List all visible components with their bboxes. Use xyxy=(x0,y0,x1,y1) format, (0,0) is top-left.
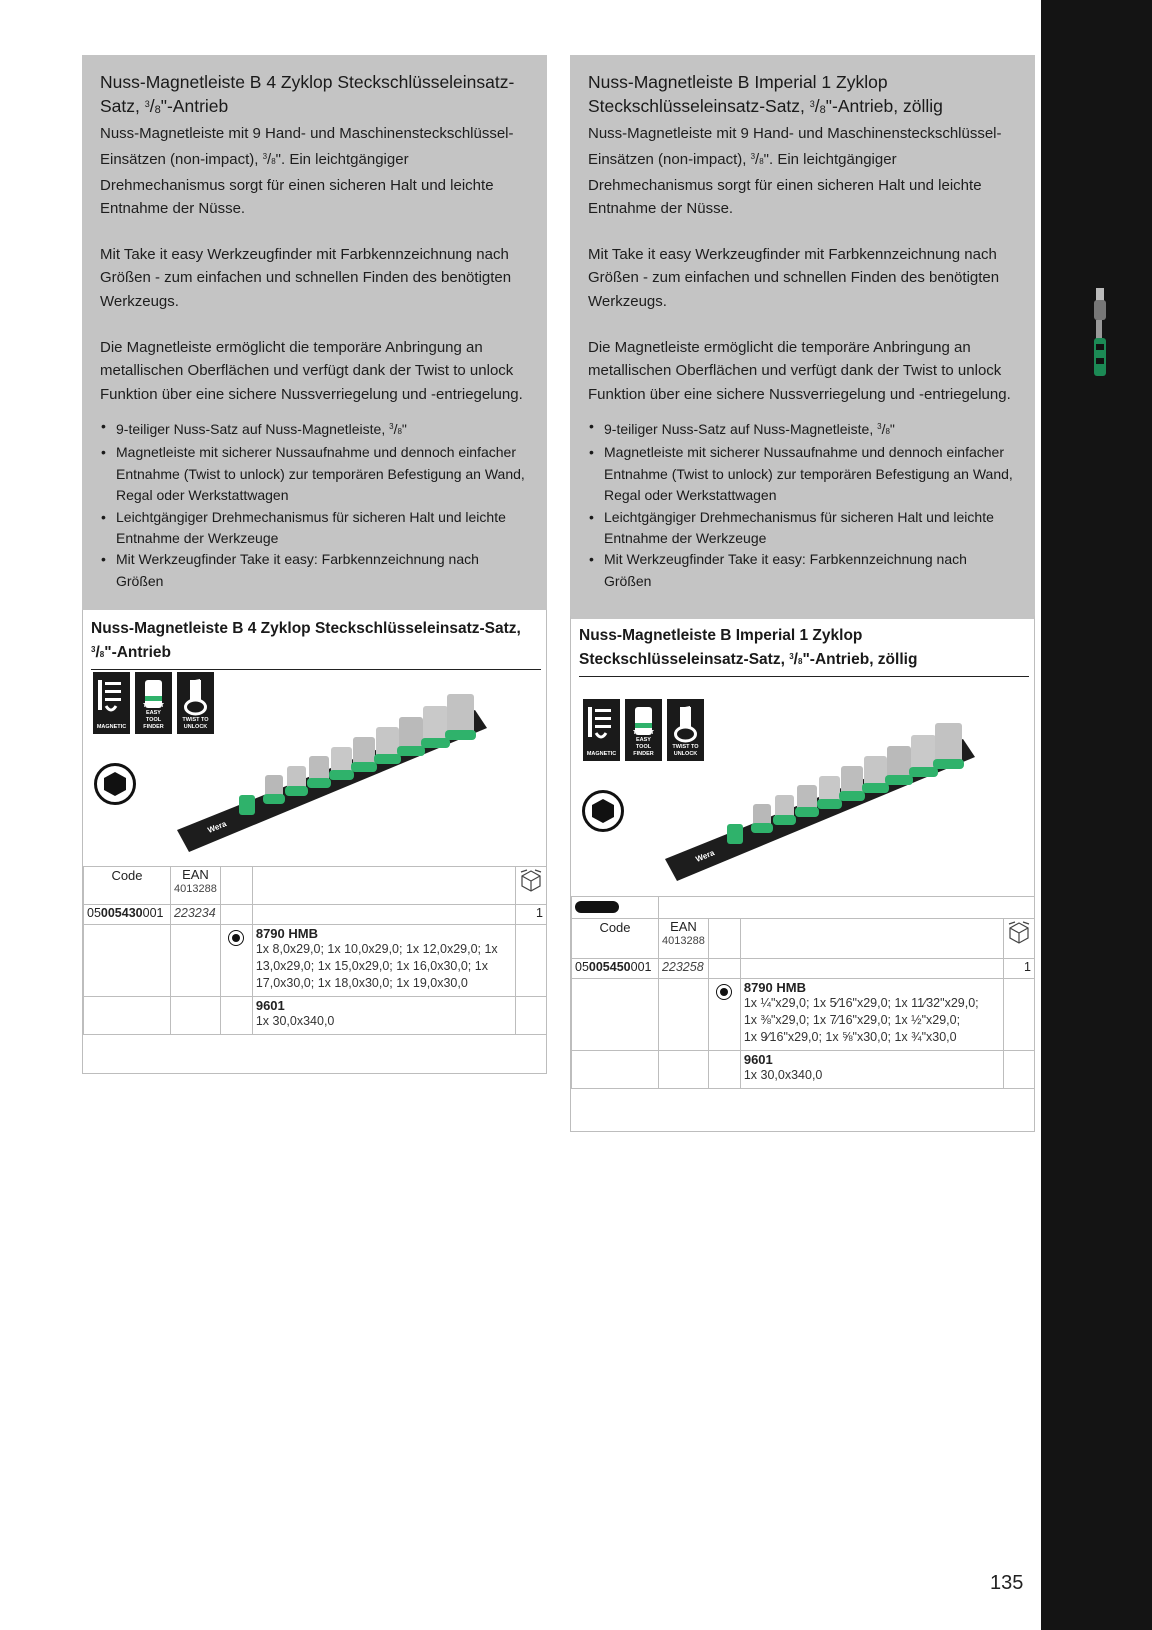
list-item: • Mit Werkzeugfinder Take it easy: Farbkennzeichnung nach Größen xyxy=(100,549,529,592)
ean-value: 223258 xyxy=(658,959,708,979)
product-table xyxy=(83,866,547,1035)
product-panel xyxy=(82,610,547,1074)
finder-paragraph: Mit Take it easy Werkzeugfinder mit Farbkennzeichnung nach Größen - zum einfachen und schnellen Finden des benötigten Werkzeugs. xyxy=(588,246,1000,310)
magnet-icon xyxy=(587,705,616,745)
hex-drive-icon xyxy=(94,763,136,805)
item-name: 9601 xyxy=(255,998,285,1013)
product-heading: Nuss-Magnetleiste B 4 Zyklop Steckschlüsseleinsatz-Satz, $^3$/8"-Antrieb xyxy=(91,618,541,670)
product-column-left xyxy=(82,55,547,1074)
intro-paragraph: Nuss-Magnetleiste mit 9 Hand- und Maschinensteckschlüssel-Einsätzen (non-impact), $^3$/8". Ein leichtgängiger Drehmechanismus sorgt für einen sicheren Halt und leichte Entnahme der Nüsse. xyxy=(588,125,1002,217)
product-table xyxy=(571,896,1035,1089)
page-number: 135 xyxy=(990,1572,1024,1594)
socket-group xyxy=(239,694,476,815)
ean-value: 223234 xyxy=(170,905,220,925)
item-name: 9601 xyxy=(743,1052,773,1067)
product-heading: Nuss-Magnetleiste B Imperial 1 Zyklop Steckschlüsseleinsatz-Satz, $^3$/8"-Antrieb, zöllig xyxy=(579,625,1029,677)
item-desc: 1x 30,0x340,0 xyxy=(743,1068,823,1082)
article-code: 05005430001 xyxy=(84,905,171,925)
tool-finder-badge: TAKE IT EASY TOOL FINDER xyxy=(135,672,172,734)
table-row xyxy=(84,997,547,1035)
magnet-icon xyxy=(97,678,126,718)
rail-brand: Wera xyxy=(694,848,716,864)
item-desc: 1x 8,0x29,0; 1x 10,0x29,0; 1x 12,0x29,0; 1x 13,0x29,0; 1x 15,0x29,0; 1x 16,0x30,0; 1x 17,0x30,0; 1x 18,0x30,0; 1x 19,0x30,0 xyxy=(255,942,498,990)
table-row xyxy=(84,925,547,997)
socket-type-icon xyxy=(716,984,732,1000)
package-icon xyxy=(515,867,546,905)
code-header: Code xyxy=(572,919,659,959)
table-row xyxy=(572,979,1035,1051)
article-code: 05005450001 xyxy=(572,959,659,979)
list-item: • Leichtgängiger Drehmechanismus für sicheren Halt und leichte Entnahme der Werkzeuge xyxy=(588,507,1017,550)
item-name: 8790 HMB xyxy=(743,980,806,995)
socket-rail-image xyxy=(175,682,495,857)
ean-header: EAN 4013288 xyxy=(658,919,708,959)
ratchet-tool-icon xyxy=(1088,288,1110,378)
description-panel xyxy=(570,55,1035,615)
magnetic-badge: MAGNETIC xyxy=(93,672,130,734)
list-item: • 9-teiliger Nuss-Satz auf Nuss-Magnetleiste, $^3$/8" xyxy=(100,416,529,442)
list-item: • Magnetleiste mit sicherer Nussaufnahme und dennoch einfacher Entnahme (Twist to unlock) zur temporären Befestigung an Wand, Regal oder Werkstattwagen xyxy=(588,442,1017,506)
table-row xyxy=(84,905,547,925)
magnet-paragraph: Die Magnetleiste ermöglicht die temporäre Anbringung an metallischen Oberflächen und verfügt dank der Twist to unlock Funktion über eine sichere Nussverriegelung und -entriegelung. xyxy=(100,339,523,403)
feature-list xyxy=(100,416,529,592)
item-desc: 1x ⅜"x29,0; 1x 7⁄16"x29,0; 1x ½"x29,0; xyxy=(743,1013,961,1027)
hex-drive-icon xyxy=(582,790,624,832)
tool-finder-badge: TAKE IT EASY TOOL FINDER xyxy=(625,699,662,761)
twist-unlock-badge: TWIST TO UNLOCK xyxy=(177,672,214,734)
side-bar xyxy=(1041,0,1152,1630)
quantity: 1 xyxy=(1003,959,1034,979)
table-row xyxy=(572,959,1035,979)
list-item: • Leichtgängiger Drehmechanismus für sicheren Halt und leichte Entnahme der Werkzeuge xyxy=(100,507,529,550)
rail-brand: Wera xyxy=(206,819,228,835)
quantity: 1 xyxy=(515,905,546,925)
item-desc: 1x 30,0x340,0 xyxy=(255,1014,335,1028)
socket-rail-image xyxy=(663,711,983,886)
list-item: • 9-teiliger Nuss-Satz auf Nuss-Magnetleiste, $^3$/8" xyxy=(588,416,1017,442)
code-header: Code xyxy=(84,867,171,905)
intro-paragraph: Nuss-Magnetleiste mit 9 Hand- und Maschinensteckschlüssel-Einsätzen (non-impact), $^3$/8". Ein leichtgängiger Drehmechanismus sorgt für einen sicheren Halt und leichte Entnahme der Nüsse. xyxy=(100,125,514,217)
drive-symbol-icon xyxy=(575,901,619,913)
feature-list xyxy=(588,416,1017,592)
list-item: • Magnetleiste mit sicherer Nussaufnahme und dennoch einfacher Entnahme (Twist to unlock) zur temporären Befestigung an Wand, Regal oder Werkstattwagen xyxy=(100,442,529,506)
finder-paragraph: Mit Take it easy Werkzeugfinder mit Farbkennzeichnung nach Größen - zum einfachen und schnellen Finden des benötigten Werkzeugs. xyxy=(100,246,512,310)
magnetic-badge: MAGNETIC xyxy=(583,699,620,761)
twist-unlock-badge: TWIST TO UNLOCK xyxy=(667,699,704,761)
product-column-right xyxy=(570,55,1035,1132)
description-panel xyxy=(82,55,547,610)
product-title: Nuss-Magnetleiste B 4 Zyklop Steckschlüsseleinsatz- Satz, $^3/_8$"-Antrieb xyxy=(100,72,515,116)
ean-header: EAN 4013288 xyxy=(170,867,220,905)
item-name: 8790 HMB xyxy=(255,926,318,941)
item-desc: 1x ¼"x29,0; 1x 5⁄16"x29,0; 1x 11⁄32"x29,0; xyxy=(743,996,979,1010)
item-desc: 1x 9⁄16"x29,0; 1x ⅝"x30,0; 1x ¾"x30,0 xyxy=(743,1030,957,1044)
product-panel xyxy=(570,615,1035,1132)
socket-group xyxy=(727,723,964,844)
table-row xyxy=(572,1051,1035,1089)
socket-type-icon xyxy=(228,930,244,946)
magnet-paragraph: Die Magnetleiste ermöglicht die temporäre Anbringung an metallischen Oberflächen und verfügt dank der Twist to unlock Funktion über eine sichere Nussverriegelung und -entriegelung. xyxy=(588,339,1011,403)
product-title: Nuss-Magnetleiste B Imperial 1 Zyklop Steckschlüsseleinsatz-Satz, $^3/_8$"-Antrieb, zöllig xyxy=(588,72,943,116)
package-icon xyxy=(1003,919,1034,959)
list-item: • Mit Werkzeugfinder Take it easy: Farbkennzeichnung nach Größen xyxy=(588,549,1017,592)
